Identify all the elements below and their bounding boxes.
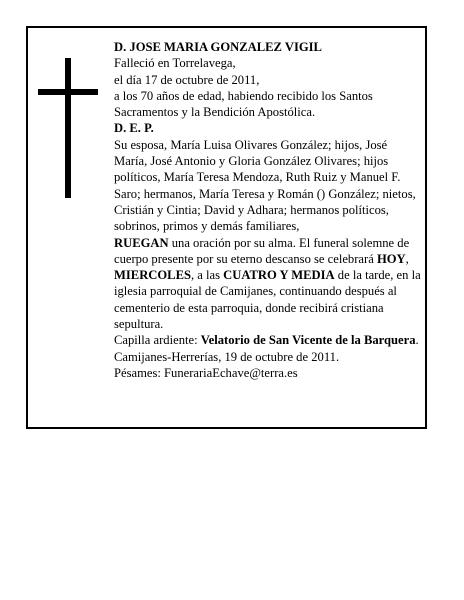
deceased-name: D. JOSE MARIA GONZALEZ VIGIL xyxy=(114,40,322,54)
obituary-notice xyxy=(26,26,427,429)
dep-line: D. E. P. xyxy=(114,121,154,136)
funeral-time: CUATRO Y MEDIA xyxy=(223,268,335,283)
family-list: Su esposa, María Luisa Olivares González; hijos, José María, José Antonio y Gloria González Olivares; hijos políticos, María Teresa Mendoza, Ruth Ruiz y Manuel F. Saro; hermanos, María Teresa y Román () González; nietos, Cristián y Cintia; David y Adhara; hermanos políticos, sobrinos, primos y demás familiares, xyxy=(114,137,416,234)
cross-vertical-bar xyxy=(65,58,71,198)
cross-icon xyxy=(38,58,98,198)
obituary-text xyxy=(114,39,422,381)
a-las-text: , a las xyxy=(190,268,224,283)
capilla-line xyxy=(114,332,422,348)
funeral-text-b: de la tarde, en la iglesia parroquial de Camijanes, continuando después al cementerio de esta parroquia, donde recibirá cristiana sepultura. xyxy=(114,268,421,332)
ruegan-text: RUEGAN xyxy=(114,235,169,250)
capilla-label: Capilla ardiente: xyxy=(114,333,201,348)
death-date: el día 17 de octubre de 2011, xyxy=(114,72,260,87)
capilla-end: . xyxy=(415,333,419,348)
funeral-text-a: una oración por su alma. El funeral solemne de cuerpo presente por su eterno descanso se celebrará xyxy=(114,235,410,266)
age-sacraments: a los 70 años de edad, habiendo recibido los Santos Sacramentos y la Bendición Apostólica. xyxy=(114,88,373,120)
comma-text: , xyxy=(405,251,409,266)
capilla-place: Velatorio de San Vicente de la Barquera xyxy=(200,333,416,348)
condolences-email: Pésames: FunerariaEchave@terra.es xyxy=(114,365,298,380)
hoy-text: HOY xyxy=(376,251,406,266)
death-place: Falleció en Torrelavega, xyxy=(114,56,236,71)
weekday-text: MIERCOLES xyxy=(114,268,191,283)
funeral-paragraph xyxy=(114,235,422,333)
place-date: Camijanes-Herrerías, 19 de octubre de 2011. xyxy=(114,349,340,364)
cross-horizontal-bar xyxy=(38,89,98,95)
